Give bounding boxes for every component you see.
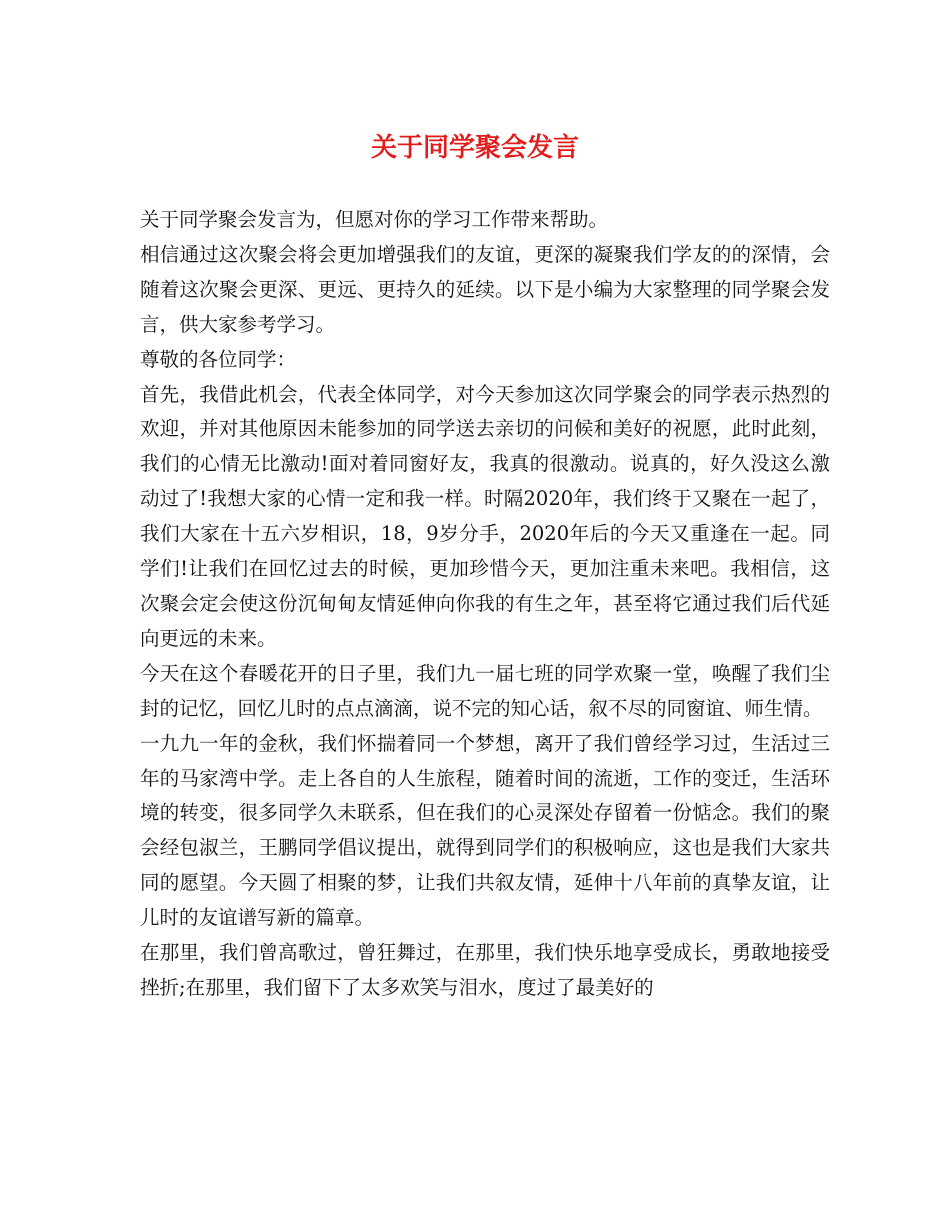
paragraph-gathering: 今天在这个春暖花开的日子里，我们九一届七班的同学欢聚一堂，唤醒了我们尘封的记忆，回忆儿时的点点滴滴，说不完的知心话，叙不尽的同窗谊、师生情。: [140, 661, 830, 720]
document-body: [140, 203, 830, 1006]
paragraph-memories: 一九九一年的金秋，我们怀揣着同一个梦想，离开了我们曾经学习过，生活过三年的马家湾中学。走上各自的人生旅程，随着时间的流逝，工作的变迁，生活环境的转变，很多同学久未联系，但在我们的心灵深处存留着一份惦念。我们的聚会经包淑兰，王鹏同学倡议提出，就得到同学们的积极响应，这也是我们大家共同的愿望。今天圆了相聚的梦，让我们共叙友情，延伸十八年前的真挚友谊，让儿时的友谊谱写新的篇章。: [140, 731, 830, 930]
paragraph-salutation: 尊敬的各位同学：: [140, 347, 297, 371]
paragraph-summary: 相信通过这次聚会将会更加增强我们的友谊，更深的凝聚我们学友的的深情，会随着这次聚会更深、更远、更持久的延续。以下是小编为大家整理的同学聚会发言，供大家参考学习。: [140, 242, 830, 336]
paragraph-intro: 关于同学聚会发言为，但愿对你的学习工作带来帮助。: [140, 208, 609, 231]
document-title: 关于同学聚会发言: [370, 133, 579, 163]
paragraph-there: 在那里，我们曾高歌过，曾狂舞过，在那里，我们快乐地享受成长，勇敢地接受挫折;在那里，我们留下了太多欢笑与泪水，度过了最美好的: [140, 941, 830, 999]
paragraph-welcome: 首先，我借此机会，代表全体同学，对今天参加这次同学聚会的同学表示热烈的欢迎，并对其他原因未能参加的同学送去亲切的问候和美好的祝愿，此时此刻，我们的心情无比激动!面对着同窗好友，我真的很激动。说真的，好久没这么激动过了!我想大家的心情一定和我一样。时隔2020年，我们终于又聚在一起了，我们大家在十五六岁相识，18，9岁分手，2020年后的今天又重逢在一起。同学们!让我们在回忆过去的时候，更加珍惜今天，更加注重未来吧。我相信，这次聚会定会使这份沉甸甸友情延伸向你我的有生之年，甚至将它通过我们后代延向更远的未来。: [140, 382, 830, 650]
